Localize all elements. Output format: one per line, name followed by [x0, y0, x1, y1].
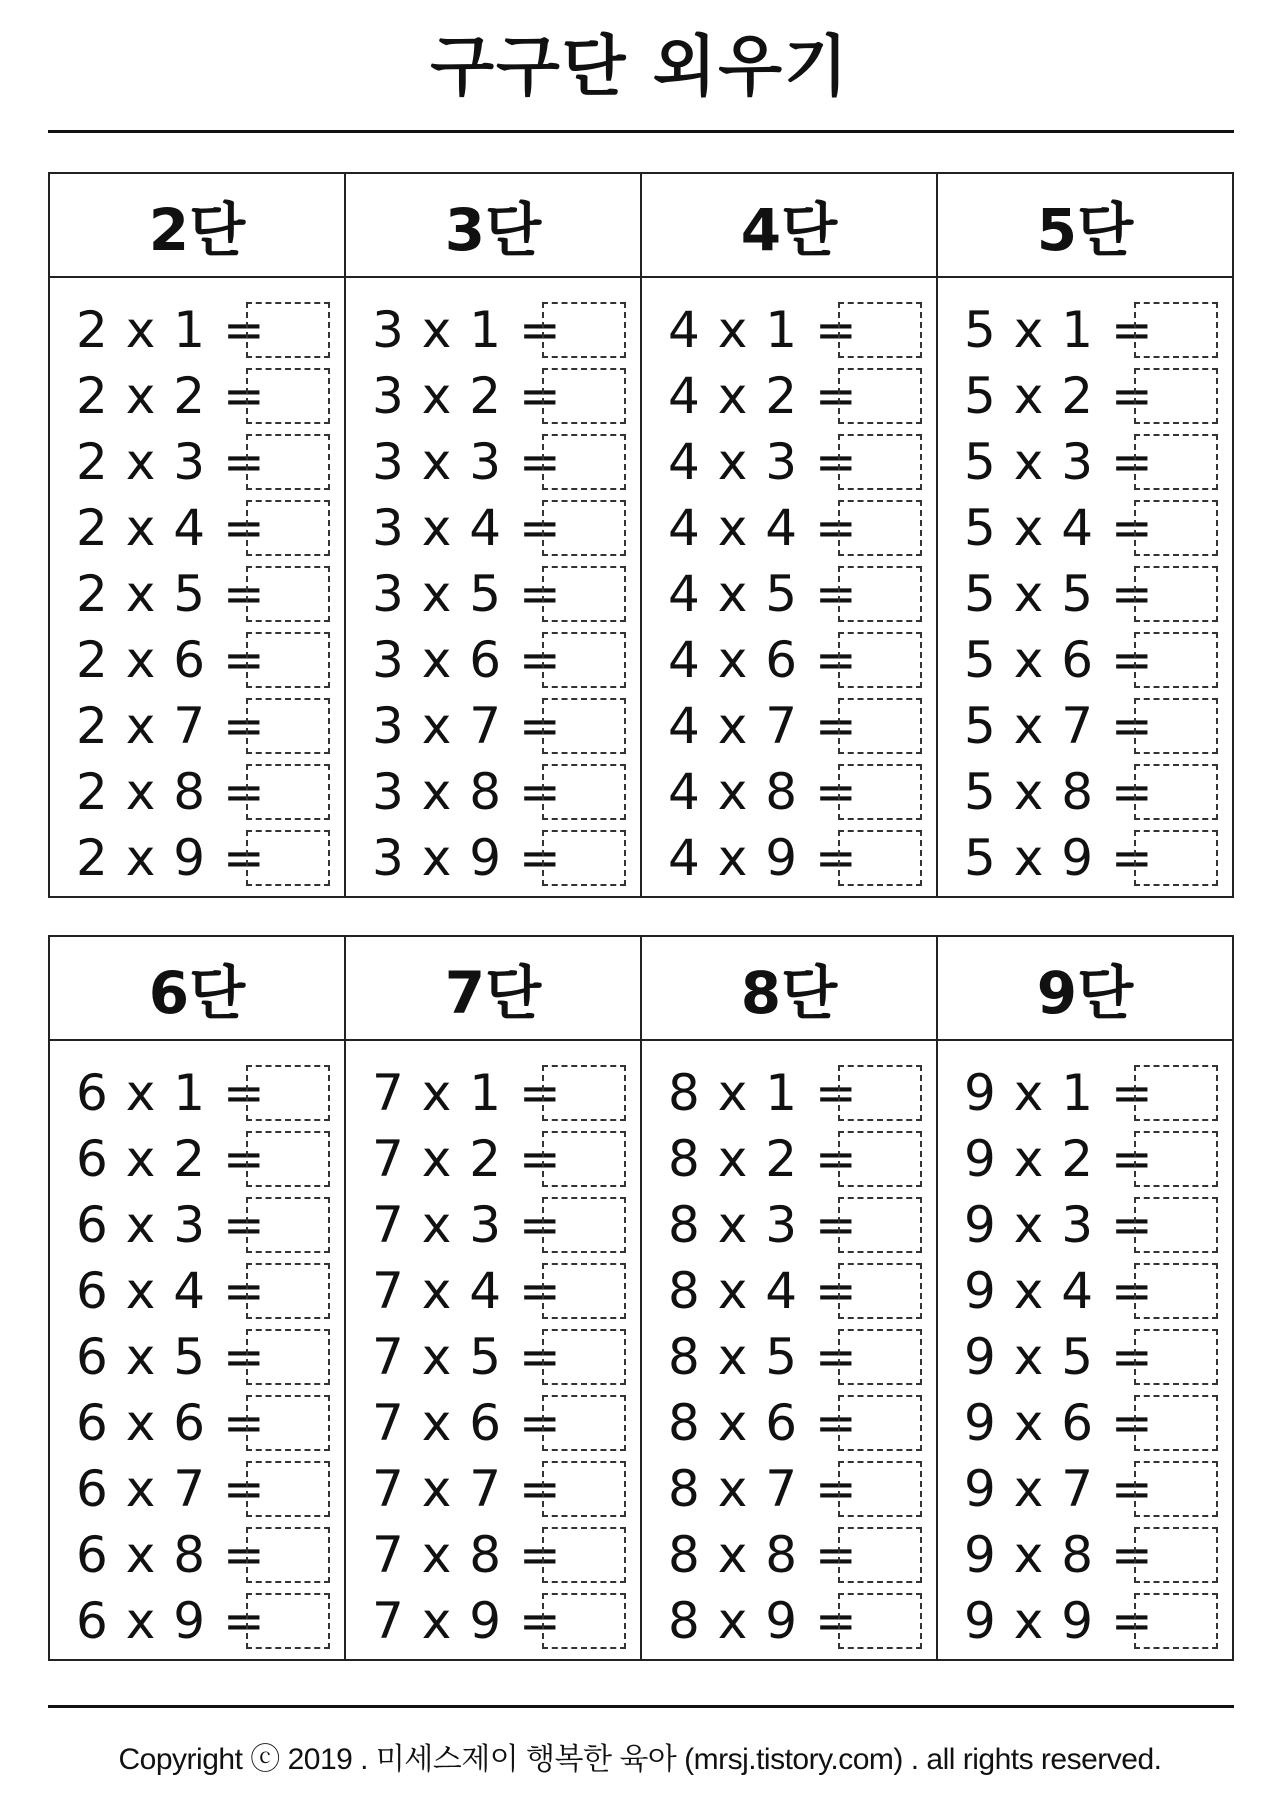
equation-row	[938, 1192, 1232, 1258]
answer-box[interactable]	[246, 764, 330, 820]
answer-box[interactable]	[246, 632, 330, 688]
equation-text: 7 x 6 =	[372, 1394, 562, 1452]
equation-list	[346, 1041, 640, 1659]
equation-row	[642, 759, 936, 825]
equation-text: 3 x 6 =	[372, 631, 562, 689]
equation-text: 5 x 3 =	[964, 433, 1154, 491]
answer-box[interactable]	[838, 434, 922, 490]
equation-text: 7 x 2 =	[372, 1130, 562, 1188]
answer-box[interactable]	[542, 1131, 626, 1187]
equation-row	[938, 693, 1232, 759]
answer-box[interactable]	[542, 632, 626, 688]
equation-text: 5 x 1 =	[964, 301, 1154, 359]
answer-box[interactable]	[838, 1395, 922, 1451]
answer-box[interactable]	[542, 1395, 626, 1451]
equation-row	[50, 1522, 344, 1588]
equation-text: 2 x 3 =	[76, 433, 266, 491]
column-header: 8단	[642, 937, 936, 1041]
equation-row	[50, 1588, 344, 1654]
times-table-bottom	[48, 935, 1234, 1661]
answer-box[interactable]	[1134, 1263, 1218, 1319]
answer-box[interactable]	[838, 368, 922, 424]
equation-row	[642, 1588, 936, 1654]
answer-box[interactable]	[838, 1065, 922, 1121]
equation-row	[346, 363, 640, 429]
answer-box[interactable]	[838, 1461, 922, 1517]
equation-row	[50, 1060, 344, 1126]
equation-list	[642, 1041, 936, 1659]
equation-text: 2 x 4 =	[76, 499, 266, 557]
equation-row	[346, 1390, 640, 1456]
equation-row	[50, 429, 344, 495]
equation-row	[938, 1522, 1232, 1588]
equation-text: 9 x 1 =	[964, 1064, 1154, 1122]
answer-box[interactable]	[542, 764, 626, 820]
equation-text: 4 x 9 =	[668, 829, 858, 887]
equation-text: 7 x 3 =	[372, 1196, 562, 1254]
answer-box[interactable]	[838, 1131, 922, 1187]
equation-row	[50, 1324, 344, 1390]
answer-box[interactable]	[838, 1263, 922, 1319]
equation-row	[938, 1126, 1232, 1192]
table-column	[642, 937, 938, 1659]
equation-row	[50, 1456, 344, 1522]
equation-text: 4 x 7 =	[668, 697, 858, 755]
equation-row	[50, 693, 344, 759]
table-column	[346, 174, 642, 896]
answer-box[interactable]	[838, 632, 922, 688]
equation-row	[642, 495, 936, 561]
answer-box[interactable]	[1134, 830, 1218, 886]
equation-list	[50, 278, 344, 896]
answer-box[interactable]	[542, 1527, 626, 1583]
equation-text: 2 x 7 =	[76, 697, 266, 755]
table-column	[938, 937, 1232, 1659]
column-header: 2단	[50, 174, 344, 278]
equation-row	[346, 1456, 640, 1522]
equation-row	[50, 363, 344, 429]
equation-text: 9 x 4 =	[964, 1262, 1154, 1320]
equation-row	[346, 1258, 640, 1324]
answer-box[interactable]	[246, 500, 330, 556]
answer-box[interactable]	[246, 1065, 330, 1121]
equation-text: 9 x 6 =	[964, 1394, 1154, 1452]
equation-row	[938, 1456, 1232, 1522]
equation-row	[642, 363, 936, 429]
equation-text: 6 x 9 =	[76, 1592, 266, 1650]
equation-text: 5 x 4 =	[964, 499, 1154, 557]
equation-text: 3 x 9 =	[372, 829, 562, 887]
top-divider	[48, 130, 1234, 133]
answer-box[interactable]	[1134, 1131, 1218, 1187]
equation-row	[346, 825, 640, 891]
bottom-divider	[48, 1705, 1234, 1708]
equation-text: 8 x 3 =	[668, 1196, 858, 1254]
answer-box[interactable]	[542, 1197, 626, 1253]
equation-row	[346, 495, 640, 561]
equation-text: 2 x 1 =	[76, 301, 266, 359]
answer-box[interactable]	[838, 698, 922, 754]
equation-text: 9 x 3 =	[964, 1196, 1154, 1254]
equation-text: 9 x 8 =	[964, 1526, 1154, 1584]
answer-box[interactable]	[246, 1263, 330, 1319]
answer-box[interactable]	[542, 1593, 626, 1649]
equation-row	[642, 1456, 936, 1522]
equation-row	[642, 825, 936, 891]
equation-text: 5 x 2 =	[964, 367, 1154, 425]
equation-row	[938, 759, 1232, 825]
equation-text: 3 x 7 =	[372, 697, 562, 755]
answer-box[interactable]	[542, 500, 626, 556]
answer-box[interactable]	[838, 830, 922, 886]
equation-text: 2 x 8 =	[76, 763, 266, 821]
equation-row	[346, 297, 640, 363]
answer-box[interactable]	[246, 1131, 330, 1187]
equation-row	[50, 297, 344, 363]
answer-box[interactable]	[246, 1395, 330, 1451]
equation-row	[50, 1390, 344, 1456]
answer-box[interactable]	[246, 698, 330, 754]
answer-box[interactable]	[1134, 368, 1218, 424]
equation-row	[50, 759, 344, 825]
answer-box[interactable]	[1134, 500, 1218, 556]
equation-row	[642, 297, 936, 363]
answer-box[interactable]	[542, 302, 626, 358]
answer-box[interactable]	[246, 830, 330, 886]
equation-row	[938, 627, 1232, 693]
equation-text: 5 x 8 =	[964, 763, 1154, 821]
equation-text: 7 x 5 =	[372, 1328, 562, 1386]
equation-row	[642, 561, 936, 627]
answer-box[interactable]	[838, 1593, 922, 1649]
answer-box[interactable]	[838, 764, 922, 820]
equation-text: 3 x 5 =	[372, 565, 562, 623]
equation-row	[346, 429, 640, 495]
equation-row	[642, 1522, 936, 1588]
equation-row	[642, 1126, 936, 1192]
equation-row	[50, 1192, 344, 1258]
equation-text: 9 x 2 =	[964, 1130, 1154, 1188]
equation-row	[50, 627, 344, 693]
equation-list	[642, 278, 936, 896]
table-column	[642, 174, 938, 896]
equation-row	[642, 1060, 936, 1126]
equation-row	[346, 561, 640, 627]
times-table-top	[48, 172, 1234, 898]
equation-row	[346, 1126, 640, 1192]
equation-row	[642, 1192, 936, 1258]
column-header: 7단	[346, 937, 640, 1041]
answer-box[interactable]	[1134, 1527, 1218, 1583]
equation-text: 3 x 3 =	[372, 433, 562, 491]
equation-text: 7 x 1 =	[372, 1064, 562, 1122]
equation-text: 8 x 7 =	[668, 1460, 858, 1518]
equation-row	[346, 627, 640, 693]
equation-text: 8 x 5 =	[668, 1328, 858, 1386]
equation-text: 4 x 2 =	[668, 367, 858, 425]
equation-row	[938, 1390, 1232, 1456]
answer-box[interactable]	[1134, 632, 1218, 688]
equation-text: 4 x 1 =	[668, 301, 858, 359]
answer-box[interactable]	[246, 1527, 330, 1583]
answer-box[interactable]	[542, 1461, 626, 1517]
equation-text: 6 x 5 =	[76, 1328, 266, 1386]
equation-text: 4 x 4 =	[668, 499, 858, 557]
answer-box[interactable]	[838, 302, 922, 358]
answer-box[interactable]	[1134, 764, 1218, 820]
copyright-footer: Copyright ⓒ 2019 . 미세스제이 행복한 육아 (mrsj.tistory.com) . all rights reserved.	[118, 1743, 1162, 1776]
column-header: 3단	[346, 174, 640, 278]
equation-text: 2 x 2 =	[76, 367, 266, 425]
equation-row	[938, 495, 1232, 561]
answer-box[interactable]	[1134, 1395, 1218, 1451]
answer-box[interactable]	[542, 830, 626, 886]
equation-row	[346, 1192, 640, 1258]
equation-text: 3 x 2 =	[372, 367, 562, 425]
answer-box[interactable]	[246, 1593, 330, 1649]
equation-row	[346, 1522, 640, 1588]
equation-row	[50, 495, 344, 561]
equation-text: 3 x 4 =	[372, 499, 562, 557]
equation-text: 8 x 6 =	[668, 1394, 858, 1452]
equation-row	[346, 759, 640, 825]
equation-row	[938, 1258, 1232, 1324]
equation-row	[938, 825, 1232, 891]
equation-text: 8 x 8 =	[668, 1526, 858, 1584]
answer-box[interactable]	[542, 566, 626, 622]
answer-box[interactable]	[542, 698, 626, 754]
equation-text: 6 x 3 =	[76, 1196, 266, 1254]
equation-text: 4 x 6 =	[668, 631, 858, 689]
equation-row	[642, 627, 936, 693]
equation-text: 9 x 7 =	[964, 1460, 1154, 1518]
equation-row	[938, 1324, 1232, 1390]
page-title: 구구단 외우기	[430, 28, 850, 105]
equation-text: 2 x 5 =	[76, 565, 266, 623]
table-column	[346, 937, 642, 1659]
equation-text: 6 x 6 =	[76, 1394, 266, 1452]
answer-box[interactable]	[838, 500, 922, 556]
table-column	[50, 937, 346, 1659]
equation-text: 3 x 1 =	[372, 301, 562, 359]
equation-text: 8 x 9 =	[668, 1592, 858, 1650]
column-header: 9단	[938, 937, 1232, 1041]
equation-text: 7 x 7 =	[372, 1460, 562, 1518]
equation-text: 8 x 2 =	[668, 1130, 858, 1188]
equation-list	[938, 1041, 1232, 1659]
equation-text: 6 x 1 =	[76, 1064, 266, 1122]
equation-text: 7 x 8 =	[372, 1526, 562, 1584]
equation-text: 5 x 5 =	[964, 565, 1154, 623]
equation-row	[938, 1060, 1232, 1126]
equation-text: 4 x 5 =	[668, 565, 858, 623]
answer-box[interactable]	[1134, 434, 1218, 490]
equation-row	[938, 561, 1232, 627]
equation-text: 4 x 8 =	[668, 763, 858, 821]
answer-box[interactable]	[838, 1527, 922, 1583]
equation-text: 6 x 2 =	[76, 1130, 266, 1188]
answer-box[interactable]	[838, 566, 922, 622]
equation-text: 6 x 4 =	[76, 1262, 266, 1320]
answer-box[interactable]	[1134, 1065, 1218, 1121]
answer-box[interactable]	[1134, 1329, 1218, 1385]
equation-text: 7 x 4 =	[372, 1262, 562, 1320]
answer-box[interactable]	[542, 1065, 626, 1121]
equation-row	[346, 1588, 640, 1654]
answer-box[interactable]	[246, 1329, 330, 1385]
answer-box[interactable]	[246, 302, 330, 358]
equation-text: 2 x 9 =	[76, 829, 266, 887]
equation-row	[642, 1324, 936, 1390]
equation-row	[938, 1588, 1232, 1654]
equation-text: 8 x 1 =	[668, 1064, 858, 1122]
answer-box[interactable]	[542, 1263, 626, 1319]
answer-box[interactable]	[542, 434, 626, 490]
equation-row	[938, 297, 1232, 363]
answer-box[interactable]	[1134, 698, 1218, 754]
answer-box[interactable]	[542, 368, 626, 424]
table-column	[50, 174, 346, 896]
answer-box[interactable]	[246, 1461, 330, 1517]
answer-box[interactable]	[246, 566, 330, 622]
answer-box[interactable]	[1134, 302, 1218, 358]
equation-row	[50, 825, 344, 891]
equation-row	[346, 693, 640, 759]
equation-row	[642, 1258, 936, 1324]
equation-list	[50, 1041, 344, 1659]
answer-box[interactable]	[1134, 1197, 1218, 1253]
equation-text: 6 x 7 =	[76, 1460, 266, 1518]
answer-box[interactable]	[246, 434, 330, 490]
equation-text: 6 x 8 =	[76, 1526, 266, 1584]
answer-box[interactable]	[542, 1329, 626, 1385]
answer-box[interactable]	[838, 1197, 922, 1253]
equation-row	[346, 1324, 640, 1390]
answer-box[interactable]	[838, 1329, 922, 1385]
answer-box[interactable]	[246, 368, 330, 424]
equation-row	[938, 363, 1232, 429]
answer-box[interactable]	[1134, 566, 1218, 622]
table-column	[938, 174, 1232, 896]
answer-box[interactable]	[246, 1197, 330, 1253]
equation-text: 9 x 5 =	[964, 1328, 1154, 1386]
equation-text: 8 x 4 =	[668, 1262, 858, 1320]
equation-row	[50, 1126, 344, 1192]
answer-box[interactable]	[1134, 1593, 1218, 1649]
equation-row	[50, 561, 344, 627]
column-header: 6단	[50, 937, 344, 1041]
equation-text: 5 x 9 =	[964, 829, 1154, 887]
equation-text: 5 x 7 =	[964, 697, 1154, 755]
equation-text: 3 x 8 =	[372, 763, 562, 821]
equation-row	[346, 1060, 640, 1126]
equation-text: 9 x 9 =	[964, 1592, 1154, 1650]
equation-row	[50, 1258, 344, 1324]
equation-list	[938, 278, 1232, 896]
column-header: 4단	[642, 174, 936, 278]
equation-row	[938, 429, 1232, 495]
column-header: 5단	[938, 174, 1232, 278]
equation-text: 5 x 6 =	[964, 631, 1154, 689]
equation-text: 4 x 3 =	[668, 433, 858, 491]
answer-box[interactable]	[1134, 1461, 1218, 1517]
equation-row	[642, 693, 936, 759]
equation-text: 2 x 6 =	[76, 631, 266, 689]
equation-list	[346, 278, 640, 896]
equation-row	[642, 1390, 936, 1456]
equation-row	[642, 429, 936, 495]
equation-text: 7 x 9 =	[372, 1592, 562, 1650]
